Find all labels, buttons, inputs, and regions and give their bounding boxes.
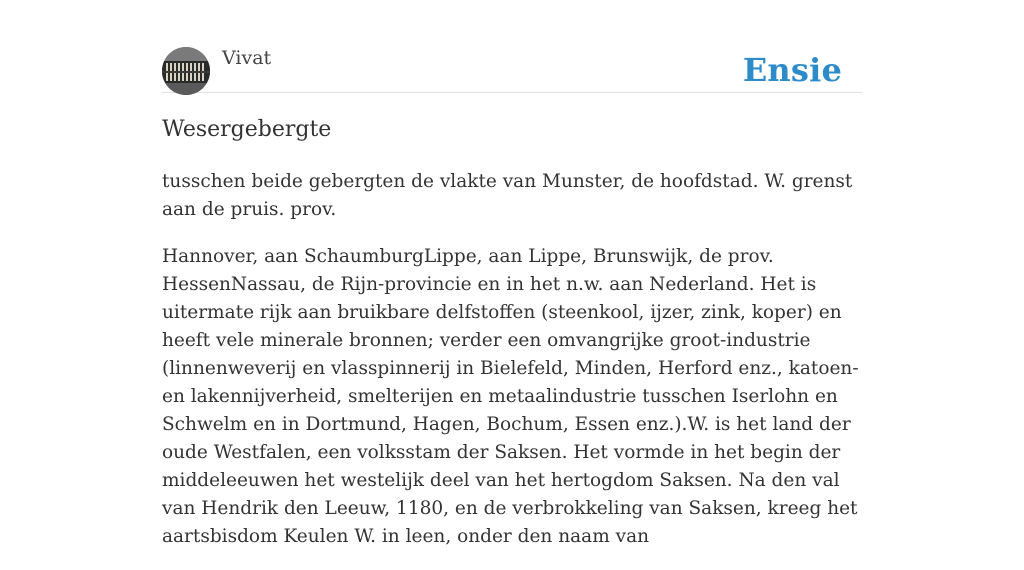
brand-logo[interactable]: Ensie: [742, 51, 842, 89]
site-header: [162, 44, 862, 93]
article-body: [162, 168, 862, 570]
source-avatar[interactable]: [162, 47, 210, 95]
page-title: Wesergebergte: [162, 117, 332, 142]
paragraph: Hannover, aan SchaumburgLippe, aan Lippe, Brunswijk, de prov. HessenNassau, de Rijn-provincie en in het n.w. aan Nederland. Het is uitermate rijk aan bruikbare delfstoffen (steenkool, ijzer, zink, koper) en heeft vele minerale bronnen; verder een omvangrijke groot-industrie (linnenweverij en vlasspinnerij in Bielefeld, Minden, Herford enz., katoen- en lakennijverheid, smelterijen en metaalindustrie tusschen Iserlohn en Schwelm en in Dortmund, Hagen, Bochum, Essen enz.).W. is het land der oude Westfalen, een volksstam der Saksen. Het vormde in het begin der middeleeuwen het westelijk deel van het hertogdom Saksen. Na den val van Hendrik den Leeuw, 1180, en de verbrokkeling van Saksen, kreeg het aartsbisdom Keulen W. in leen, onder den naam van: [162, 246, 859, 547]
paragraph: tusschen beide gebergten de vlakte van Munster, de hoofdstad. W. grenst aan de pruis. prov.: [162, 171, 853, 220]
source-name[interactable]: Vivat: [222, 47, 272, 69]
bookshelf-avatar-icon: [162, 47, 210, 95]
